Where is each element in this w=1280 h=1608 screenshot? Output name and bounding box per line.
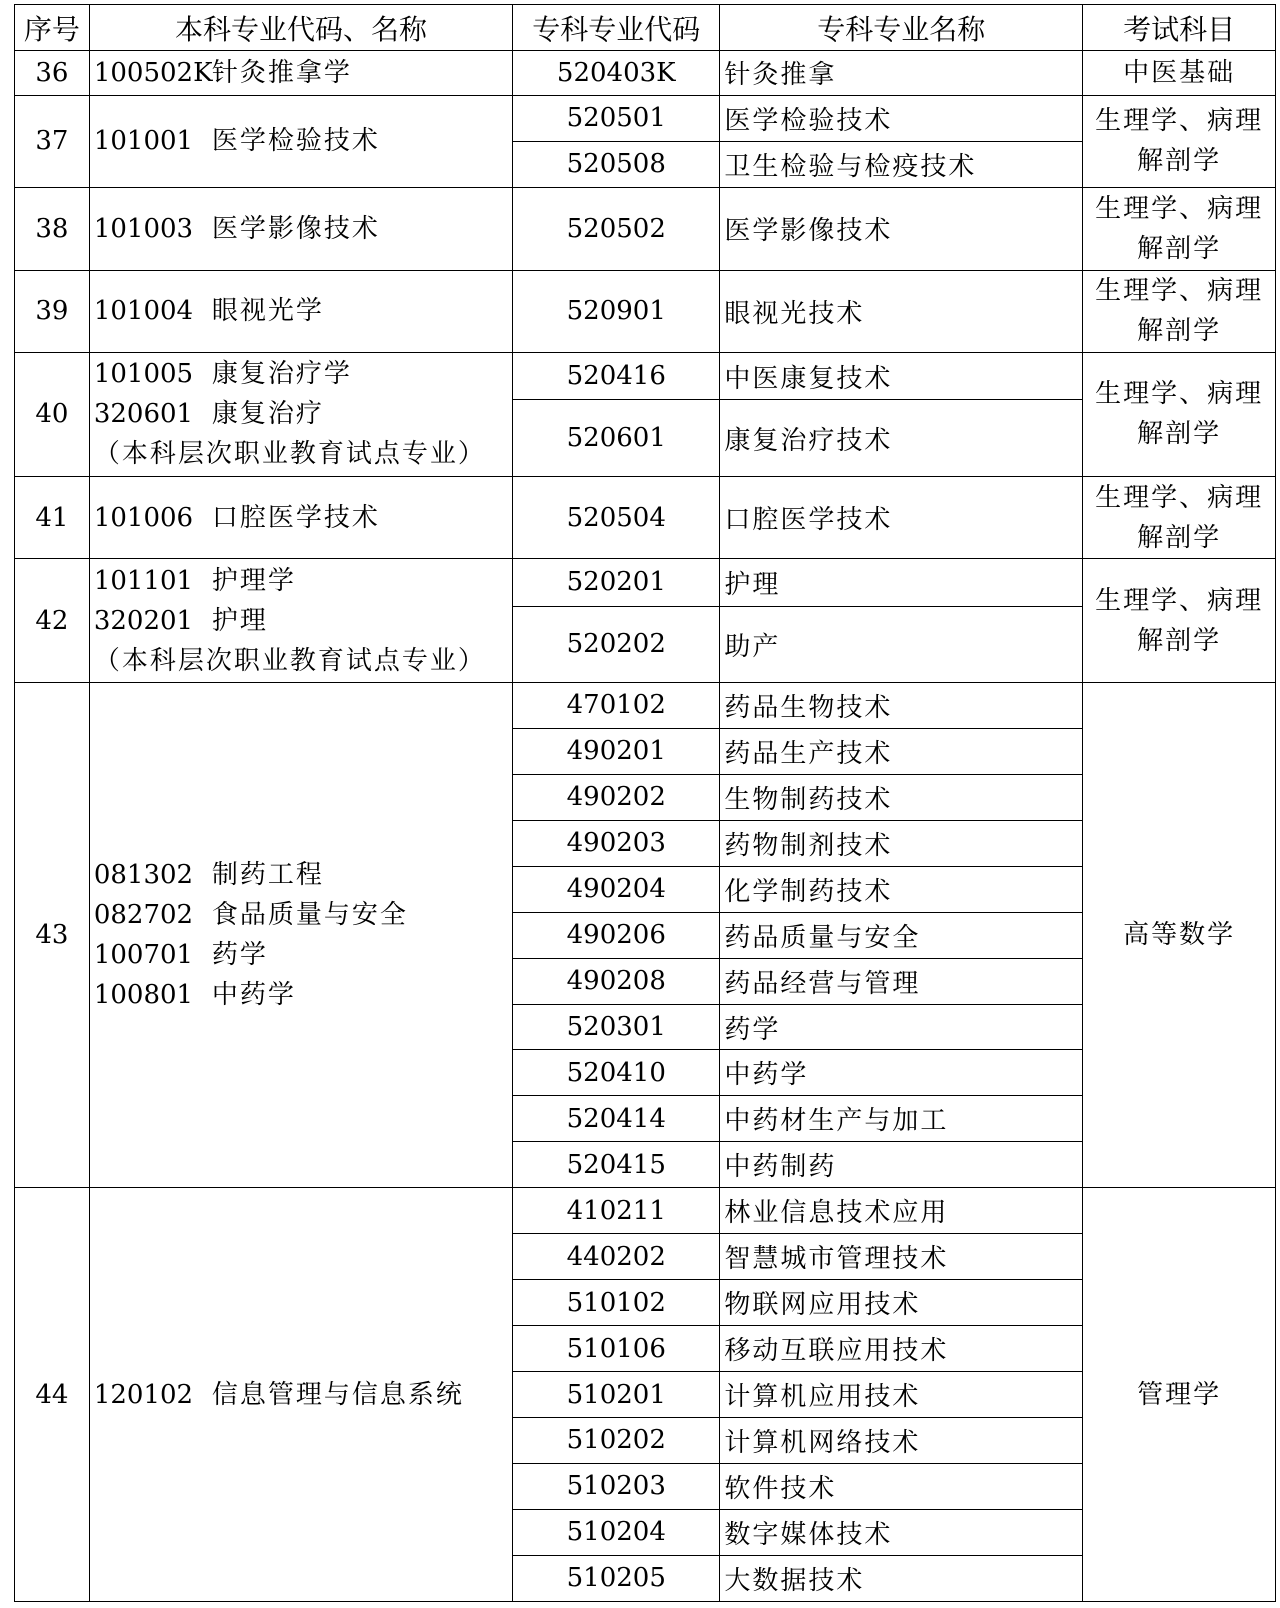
spec-name-cell: 助产 xyxy=(720,606,1083,682)
table-row xyxy=(15,353,1276,400)
bachelor-major xyxy=(94,354,508,394)
spec-name-cell: 计算机网络技术 xyxy=(720,1417,1083,1463)
seq-cell: 40 xyxy=(15,353,90,477)
spec-code-cell: 510102 xyxy=(513,1280,720,1326)
bachelor-name: 针灸推拿学 xyxy=(211,57,352,88)
seq-cell: 36 xyxy=(15,51,90,96)
spec-code-cell: 510201 xyxy=(513,1372,720,1418)
spec-code-cell: 490201 xyxy=(513,728,720,774)
spec-name-cell: 护理 xyxy=(720,559,1083,606)
exam-subject-cell: 生理学、病理解剖学 xyxy=(1083,353,1276,477)
spec-name-cell: 针灸推拿 xyxy=(720,51,1083,96)
bachelor-cell xyxy=(89,95,512,187)
major-exam-table xyxy=(14,4,1276,1602)
spec-code-cell: 520901 xyxy=(513,270,720,353)
spec-name-cell: 中药材生产与加工 xyxy=(720,1096,1083,1142)
header-bachelor: 本科专业代码、名称 xyxy=(89,5,512,51)
spec-code-cell: 490204 xyxy=(513,866,720,912)
bachelor-name: 护理 xyxy=(211,605,268,636)
bachelor-major xyxy=(94,394,508,434)
spec-code-cell: 520410 xyxy=(513,1050,720,1096)
spec-code-cell: 510205 xyxy=(513,1555,720,1601)
seq-cell: 39 xyxy=(15,270,90,353)
bachelor-major xyxy=(94,498,508,538)
bachelor-cell xyxy=(89,51,512,96)
bachelor-name: 信息管理与信息系统 xyxy=(211,1379,464,1410)
exam-subject-cell: 生理学、病理解剖学 xyxy=(1083,476,1276,559)
spec-code-cell: 520416 xyxy=(513,353,720,400)
spec-code-cell: 510203 xyxy=(513,1463,720,1509)
bachelor-major xyxy=(94,121,508,161)
spec-name-cell: 数字媒体技术 xyxy=(720,1509,1083,1555)
spec-code-cell: 440202 xyxy=(513,1234,720,1280)
bachelor-name: 眼视光学 xyxy=(211,296,324,327)
seq-cell: 42 xyxy=(15,559,90,683)
exam-subject-cell: 生理学、病理解剖学 xyxy=(1083,95,1276,187)
exam-subject-cell: 生理学、病理解剖学 xyxy=(1083,559,1276,683)
spec-code-cell: 520415 xyxy=(513,1142,720,1188)
spec-name-cell: 计算机应用技术 xyxy=(720,1372,1083,1418)
exam-subject-cell: 管理学 xyxy=(1083,1188,1276,1602)
table-row xyxy=(15,187,1276,270)
header-subject: 考试科目 xyxy=(1083,5,1276,51)
bachelor-major xyxy=(94,561,508,601)
bachelor-cell xyxy=(89,1188,512,1602)
bachelor-major xyxy=(94,1375,508,1415)
seq-cell: 37 xyxy=(15,95,90,187)
spec-name-cell: 移动互联应用技术 xyxy=(720,1326,1083,1372)
spec-code-cell: 520403K xyxy=(513,51,720,96)
exam-subject-cell: 生理学、病理解剖学 xyxy=(1083,270,1276,353)
bachelor-name: 制药工程 xyxy=(211,860,324,891)
spec-code-cell: 410211 xyxy=(513,1188,720,1234)
bachelor-major xyxy=(94,855,508,895)
bachelor-cell xyxy=(89,270,512,353)
bachelor-code: 100801 xyxy=(93,980,194,1011)
bachelor-cell xyxy=(89,476,512,559)
header-seq: 序号 xyxy=(15,5,90,51)
table-row xyxy=(15,51,1276,96)
spec-code-cell: 520201 xyxy=(513,559,720,606)
bachelor-cell xyxy=(89,682,512,1187)
header-spec-name: 专科专业名称 xyxy=(720,5,1083,51)
spec-name-cell: 中药制药 xyxy=(720,1142,1083,1188)
spec-name-cell: 物联网应用技术 xyxy=(720,1280,1083,1326)
spec-name-cell: 软件技术 xyxy=(720,1463,1083,1509)
bachelor-name: 医学影像技术 xyxy=(211,213,380,244)
spec-code-cell: 520601 xyxy=(513,400,720,476)
bachelor-code: 320601 xyxy=(93,399,194,430)
spec-code-cell: 520301 xyxy=(513,1004,720,1050)
bachelor-cell xyxy=(89,559,512,683)
spec-name-cell: 生物制药技术 xyxy=(720,774,1083,820)
bachelor-major xyxy=(94,291,508,331)
bachelor-major xyxy=(94,53,508,93)
bachelor-major xyxy=(94,935,508,975)
bachelor-name: 中药学 xyxy=(211,980,296,1011)
bachelor-code: 100701 xyxy=(93,940,194,971)
header-spec-code: 专科专业代码 xyxy=(513,5,720,51)
spec-code-cell: 490208 xyxy=(513,958,720,1004)
spec-name-cell: 药品生产技术 xyxy=(720,728,1083,774)
table-row xyxy=(15,559,1276,606)
spec-name-cell: 卫生检验与检疫技术 xyxy=(720,141,1083,187)
bachelor-code: 320201 xyxy=(93,605,194,636)
seq-cell: 38 xyxy=(15,187,90,270)
table-body xyxy=(15,51,1276,1602)
spec-name-cell: 口腔医学技术 xyxy=(720,476,1083,559)
spec-code-cell: 490206 xyxy=(513,912,720,958)
spec-code-cell: 520501 xyxy=(513,95,720,141)
spec-code-cell: 520502 xyxy=(513,187,720,270)
spec-code-cell: 520202 xyxy=(513,606,720,682)
bachelor-name: 药学 xyxy=(211,940,268,971)
bachelor-major xyxy=(94,209,508,249)
pilot-note: （本科层次职业教育试点专业） xyxy=(93,439,486,470)
bachelor-code: 101001 xyxy=(93,126,194,157)
bachelor-name: 康复治疗学 xyxy=(211,359,352,390)
bachelor-code: 101003 xyxy=(93,213,194,244)
table-row xyxy=(15,270,1276,353)
spec-name-cell: 中药学 xyxy=(720,1050,1083,1096)
table-row xyxy=(15,1188,1276,1234)
table-row xyxy=(15,476,1276,559)
bachelor-code: 100502K xyxy=(93,57,213,88)
bachelor-name: 食品质量与安全 xyxy=(211,900,408,931)
spec-name-cell: 中医康复技术 xyxy=(720,353,1083,400)
pilot-note: （本科层次职业教育试点专业） xyxy=(93,645,486,676)
spec-code-cell: 520508 xyxy=(513,141,720,187)
bachelor-code: 082702 xyxy=(93,900,194,931)
bachelor-code: 101006 xyxy=(93,502,194,533)
spec-code-cell: 520414 xyxy=(513,1096,720,1142)
seq-cell: 43 xyxy=(15,682,90,1187)
bachelor-cell xyxy=(89,353,512,477)
bachelor-code: 101004 xyxy=(93,296,194,327)
spec-name-cell: 药品质量与安全 xyxy=(720,912,1083,958)
spec-code-cell: 510202 xyxy=(513,1417,720,1463)
spec-code-cell: 490202 xyxy=(513,774,720,820)
spec-name-cell: 康复治疗技术 xyxy=(720,400,1083,476)
bachelor-name: 护理学 xyxy=(211,565,296,596)
exam-subject-cell: 中医基础 xyxy=(1083,51,1276,96)
bachelor-code: 081302 xyxy=(93,860,194,891)
bachelor-major xyxy=(94,601,508,641)
bachelor-cell xyxy=(89,187,512,270)
exam-subject-cell: 高等数学 xyxy=(1083,682,1276,1187)
spec-code-cell: 470102 xyxy=(513,682,720,728)
bachelor-code: 120102 xyxy=(93,1379,194,1410)
table-row xyxy=(15,682,1276,728)
spec-name-cell: 药学 xyxy=(720,1004,1083,1050)
spec-name-cell: 药物制剂技术 xyxy=(720,820,1083,866)
bachelor-name: 医学检验技术 xyxy=(211,126,380,157)
spec-name-cell: 眼视光技术 xyxy=(720,270,1083,353)
spec-name-cell: 药品经营与管理 xyxy=(720,958,1083,1004)
spec-code-cell: 490203 xyxy=(513,820,720,866)
bachelor-code: 101005 xyxy=(93,359,194,390)
spec-name-cell: 医学影像技术 xyxy=(720,187,1083,270)
spec-name-cell: 药品生物技术 xyxy=(720,682,1083,728)
spec-name-cell: 智慧城市管理技术 xyxy=(720,1234,1083,1280)
seq-cell: 41 xyxy=(15,476,90,559)
header-row xyxy=(15,5,1276,51)
spec-name-cell: 医学检验技术 xyxy=(720,95,1083,141)
bachelor-name: 康复治疗 xyxy=(211,399,324,430)
spec-code-cell: 520504 xyxy=(513,476,720,559)
spec-code-cell: 510106 xyxy=(513,1326,720,1372)
spec-code-cell: 510204 xyxy=(513,1509,720,1555)
bachelor-major xyxy=(94,975,508,1015)
seq-cell: 44 xyxy=(15,1188,90,1602)
spec-name-cell: 化学制药技术 xyxy=(720,866,1083,912)
bachelor-major xyxy=(94,895,508,935)
bachelor-name: 口腔医学技术 xyxy=(211,502,380,533)
exam-subject-cell: 生理学、病理解剖学 xyxy=(1083,187,1276,270)
spec-name-cell: 大数据技术 xyxy=(720,1555,1083,1601)
spec-name-cell: 林业信息技术应用 xyxy=(720,1188,1083,1234)
bachelor-code: 101101 xyxy=(93,565,194,596)
table-row xyxy=(15,95,1276,141)
